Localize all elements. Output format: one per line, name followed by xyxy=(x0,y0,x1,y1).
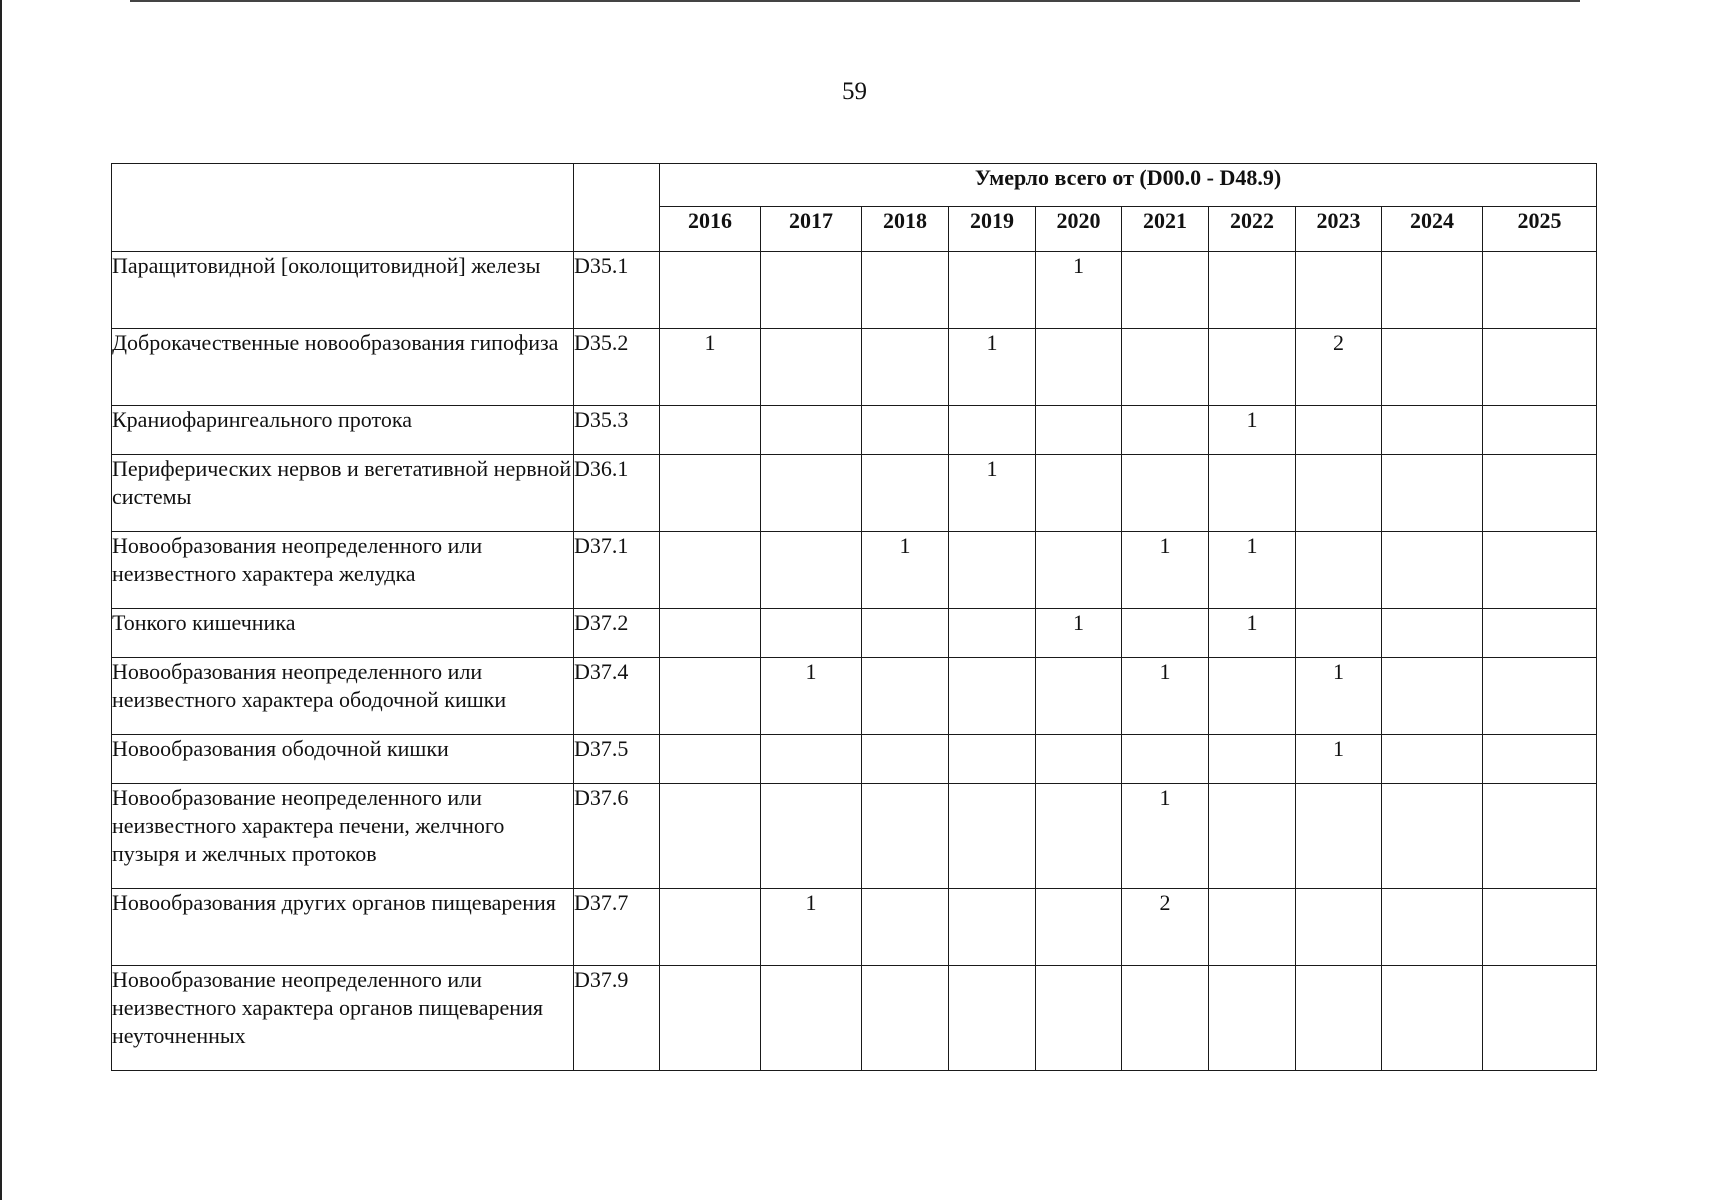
death-count-cell xyxy=(660,889,761,966)
diagnosis-name: Новообразования неопределенного или неизвестного характера ободочной кишки xyxy=(112,658,574,735)
death-count-cell xyxy=(1122,329,1209,406)
death-count-cell: 1 xyxy=(1036,609,1122,658)
diagnosis-name: Новообразование неопределенного или неизвестного характера органов пищеварения неуточненных xyxy=(112,966,574,1071)
death-count-cell xyxy=(862,329,949,406)
death-count-cell xyxy=(660,252,761,329)
death-count-cell xyxy=(1209,735,1296,784)
group-header: Умерло всего от (D00.0 - D48.9) xyxy=(660,164,1597,207)
death-count-cell xyxy=(862,735,949,784)
death-count-cell: 1 xyxy=(1209,406,1296,455)
death-count-cell xyxy=(1296,252,1382,329)
mortality-table xyxy=(111,163,1597,1071)
death-count-cell xyxy=(660,735,761,784)
year-header: 2023 xyxy=(1296,207,1382,252)
death-count-cell xyxy=(1382,609,1483,658)
icd-code: D37.4 xyxy=(574,658,660,735)
death-count-cell xyxy=(660,609,761,658)
death-count-cell xyxy=(1122,966,1209,1071)
diagnosis-name: Новообразования других органов пищеварения xyxy=(112,889,574,966)
death-count-cell xyxy=(1209,784,1296,889)
death-count-cell xyxy=(1382,735,1483,784)
death-count-cell: 1 xyxy=(660,329,761,406)
death-count-cell xyxy=(862,966,949,1071)
year-header: 2017 xyxy=(761,207,862,252)
death-count-cell xyxy=(1382,329,1483,406)
death-count-cell xyxy=(1483,784,1597,889)
death-count-cell xyxy=(761,966,862,1071)
death-count-cell xyxy=(1036,455,1122,532)
death-count-cell xyxy=(949,658,1036,735)
death-count-cell: 1 xyxy=(949,455,1036,532)
death-count-cell xyxy=(949,966,1036,1071)
death-count-cell xyxy=(1036,966,1122,1071)
death-count-cell: 1 xyxy=(862,532,949,609)
scan-edge-left xyxy=(0,0,2,1200)
table-row xyxy=(112,532,1597,609)
death-count-cell xyxy=(660,784,761,889)
year-header: 2018 xyxy=(862,207,949,252)
diagnosis-name: Новообразование неопределенного или неизвестного характера печени, желчного пузыря и желчных протоков xyxy=(112,784,574,889)
death-count-cell xyxy=(1483,658,1597,735)
death-count-cell xyxy=(1483,609,1597,658)
death-count-cell: 1 xyxy=(1209,609,1296,658)
year-header: 2021 xyxy=(1122,207,1209,252)
death-count-cell xyxy=(1296,784,1382,889)
death-count-cell xyxy=(949,784,1036,889)
death-count-cell xyxy=(862,252,949,329)
death-count-cell xyxy=(1209,455,1296,532)
death-count-cell xyxy=(1122,406,1209,455)
icd-code: D37.1 xyxy=(574,532,660,609)
death-count-cell xyxy=(949,735,1036,784)
death-count-cell xyxy=(949,406,1036,455)
death-count-cell xyxy=(1209,329,1296,406)
death-count-cell: 1 xyxy=(1296,658,1382,735)
table-body xyxy=(112,252,1597,1071)
death-count-cell xyxy=(1483,966,1597,1071)
icd-code: D37.6 xyxy=(574,784,660,889)
death-count-cell xyxy=(761,532,862,609)
table-row xyxy=(112,252,1597,329)
table-row xyxy=(112,406,1597,455)
death-count-cell xyxy=(761,735,862,784)
diagnosis-name: Краниофарингеального протока xyxy=(112,406,574,455)
icd-code: D37.9 xyxy=(574,966,660,1071)
death-count-cell xyxy=(1296,406,1382,455)
death-count-cell xyxy=(761,252,862,329)
death-count-cell xyxy=(1483,329,1597,406)
icd-code: D37.7 xyxy=(574,889,660,966)
death-count-cell: 1 xyxy=(1122,658,1209,735)
death-count-cell xyxy=(660,406,761,455)
death-count-cell xyxy=(1036,784,1122,889)
death-count-cell xyxy=(1122,609,1209,658)
year-header: 2020 xyxy=(1036,207,1122,252)
death-count-cell xyxy=(949,889,1036,966)
death-count-cell xyxy=(761,455,862,532)
death-count-cell xyxy=(1483,406,1597,455)
diagnosis-name: Паращитовидной [околощитовидной] железы xyxy=(112,252,574,329)
table-row xyxy=(112,609,1597,658)
death-count-cell xyxy=(1382,252,1483,329)
diagnosis-name: Доброкачественные новообразования гипофиза xyxy=(112,329,574,406)
scan-edge-top xyxy=(130,0,1580,2)
death-count-cell xyxy=(862,889,949,966)
death-count-cell xyxy=(1209,252,1296,329)
icd-code: D35.3 xyxy=(574,406,660,455)
death-count-cell xyxy=(1296,455,1382,532)
death-count-cell xyxy=(761,406,862,455)
table-row xyxy=(112,455,1597,532)
death-count-cell xyxy=(1382,889,1483,966)
death-count-cell: 1 xyxy=(1036,252,1122,329)
death-count-cell xyxy=(949,252,1036,329)
diagnosis-name: Периферических нервов и вегетативной нервной системы xyxy=(112,455,574,532)
page-number: 59 xyxy=(842,78,867,105)
death-count-cell xyxy=(1483,252,1597,329)
death-count-cell xyxy=(1209,658,1296,735)
death-count-cell xyxy=(1036,889,1122,966)
death-count-cell xyxy=(1382,966,1483,1071)
death-count-cell: 1 xyxy=(1296,735,1382,784)
death-count-cell xyxy=(862,784,949,889)
table-row xyxy=(112,735,1597,784)
death-count-cell xyxy=(949,532,1036,609)
diagnosis-name: Новообразования ободочной кишки xyxy=(112,735,574,784)
death-count-cell xyxy=(1382,784,1483,889)
death-count-cell xyxy=(1209,966,1296,1071)
death-count-cell xyxy=(1296,889,1382,966)
death-count-cell xyxy=(1483,889,1597,966)
death-count-cell xyxy=(862,455,949,532)
death-count-cell xyxy=(761,609,862,658)
death-count-cell xyxy=(1382,658,1483,735)
death-count-cell xyxy=(1296,966,1382,1071)
table-row xyxy=(112,784,1597,889)
year-header: 2016 xyxy=(660,207,761,252)
death-count-cell xyxy=(862,609,949,658)
header-name-cell xyxy=(112,164,574,252)
death-count-cell xyxy=(1036,658,1122,735)
death-count-cell xyxy=(1296,532,1382,609)
death-count-cell: 2 xyxy=(1296,329,1382,406)
diagnosis-name: Тонкого кишечника xyxy=(112,609,574,658)
death-count-cell xyxy=(1382,455,1483,532)
death-count-cell: 1 xyxy=(1122,532,1209,609)
icd-code: D36.1 xyxy=(574,455,660,532)
death-count-cell xyxy=(1296,609,1382,658)
death-count-cell: 1 xyxy=(761,658,862,735)
table-row xyxy=(112,966,1597,1071)
icd-code: D37.5 xyxy=(574,735,660,784)
year-header: 2025 xyxy=(1483,207,1597,252)
year-header: 2024 xyxy=(1382,207,1483,252)
death-count-cell: 2 xyxy=(1122,889,1209,966)
header-row-group xyxy=(112,164,1597,207)
death-count-cell xyxy=(761,329,862,406)
header-code-cell xyxy=(574,164,660,252)
death-count-cell xyxy=(1483,455,1597,532)
death-count-cell xyxy=(1036,532,1122,609)
death-count-cell xyxy=(660,658,761,735)
death-count-cell: 1 xyxy=(1122,784,1209,889)
death-count-cell xyxy=(1122,252,1209,329)
death-count-cell xyxy=(862,658,949,735)
death-count-cell xyxy=(1483,532,1597,609)
death-count-cell xyxy=(1382,406,1483,455)
icd-code: D37.2 xyxy=(574,609,660,658)
death-count-cell xyxy=(761,784,862,889)
death-count-cell xyxy=(1483,735,1597,784)
death-count-cell xyxy=(660,455,761,532)
death-count-cell xyxy=(1122,455,1209,532)
death-count-cell xyxy=(1209,889,1296,966)
death-count-cell xyxy=(660,532,761,609)
death-count-cell xyxy=(949,609,1036,658)
death-count-cell xyxy=(1036,329,1122,406)
table-row xyxy=(112,329,1597,406)
death-count-cell xyxy=(862,406,949,455)
table-row xyxy=(112,889,1597,966)
death-count-cell xyxy=(660,966,761,1071)
death-count-cell xyxy=(1036,735,1122,784)
year-header: 2022 xyxy=(1209,207,1296,252)
death-count-cell: 1 xyxy=(1209,532,1296,609)
death-count-cell xyxy=(1036,406,1122,455)
death-count-cell: 1 xyxy=(949,329,1036,406)
death-count-cell xyxy=(1122,735,1209,784)
icd-code: D35.1 xyxy=(574,252,660,329)
diagnosis-name: Новообразования неопределенного или неизвестного характера желудка xyxy=(112,532,574,609)
table-row xyxy=(112,658,1597,735)
year-header: 2019 xyxy=(949,207,1036,252)
death-count-cell xyxy=(1382,532,1483,609)
death-count-cell: 1 xyxy=(761,889,862,966)
icd-code: D35.2 xyxy=(574,329,660,406)
